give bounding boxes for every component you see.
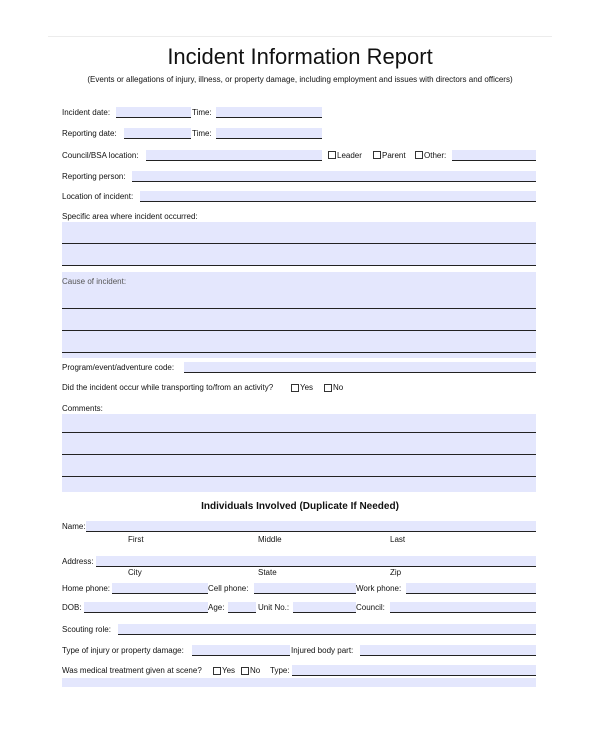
other-field[interactable] [452, 150, 536, 161]
location-of-incident-label: Location of incident: [62, 192, 134, 201]
transporting-yes-label: Yes [300, 383, 314, 392]
zip-sublabel: Zip [390, 568, 402, 577]
other-checkbox[interactable] [415, 151, 423, 159]
dob-label: DOB: [62, 603, 82, 612]
council-field[interactable] [390, 602, 536, 613]
council-location-field[interactable] [146, 150, 322, 161]
work-phone-field[interactable] [406, 583, 536, 594]
incident-date-label: Incident date: [62, 108, 111, 117]
home-phone-field[interactable] [112, 583, 208, 594]
unit-no-field[interactable] [293, 602, 356, 613]
last-sublabel: Last [390, 535, 406, 544]
reporting-time-field[interactable] [216, 128, 322, 139]
reporting-date-label: Reporting date: [62, 129, 117, 138]
leader-checkbox[interactable] [328, 151, 336, 159]
reporting-time-label: Time: [192, 129, 212, 138]
name-field[interactable] [86, 521, 536, 532]
home-phone-label: Home phone: [62, 584, 111, 593]
leader-label: Leader [337, 151, 362, 160]
parent-label: Parent [382, 151, 406, 160]
comments-label: Comments: [62, 404, 103, 413]
reporting-person-label: Reporting person: [62, 172, 126, 181]
transporting-no-label: No [333, 383, 344, 392]
other-label: Other: [424, 151, 447, 160]
comments-line-2 [62, 454, 536, 455]
specific-area-line-1 [62, 243, 536, 244]
first-sublabel: First [128, 535, 144, 544]
comments-line-3 [62, 476, 536, 477]
council-location-label: Council/BSA location: [62, 151, 139, 160]
state-sublabel: State [258, 568, 277, 577]
specific-area-line-2 [62, 265, 536, 266]
medical-type-label: Type: [270, 666, 290, 675]
scouting-role-label: Scouting role: [62, 625, 111, 634]
transporting-yes-checkbox[interactable] [291, 384, 299, 392]
transporting-no-checkbox[interactable] [324, 384, 332, 392]
type-injury-label: Type of injury or property damage: [62, 646, 184, 655]
cell-phone-label: Cell phone: [208, 584, 249, 593]
city-sublabel: City [128, 568, 142, 577]
age-label: Age: [208, 603, 225, 612]
individuals-heading: Individuals Involved (Duplicate If Needed) [201, 501, 399, 512]
name-label: Name: [62, 522, 86, 531]
program-code-label: Program/event/adventure code: [62, 363, 175, 372]
top-divider [48, 36, 552, 37]
specific-area-box[interactable] [62, 222, 536, 266]
council-label: Council: [356, 603, 385, 612]
cell-phone-field[interactable] [254, 583, 356, 594]
medical-no-label: No [250, 666, 261, 675]
dob-field[interactable] [84, 602, 208, 613]
unit-no-label: Unit No.: [258, 603, 290, 612]
scouting-role-field[interactable] [118, 624, 536, 635]
address-label: Address: [62, 557, 94, 566]
age-field[interactable] [228, 602, 256, 613]
medical-extra-box[interactable] [62, 678, 536, 687]
location-of-incident-field[interactable] [140, 191, 536, 202]
incident-time-label: Time: [192, 108, 212, 117]
cause-box[interactable] [62, 272, 536, 358]
type-injury-field[interactable] [192, 645, 290, 656]
specific-area-label: Specific area where incident occurred: [62, 212, 198, 221]
medical-type-field[interactable] [292, 665, 536, 676]
injured-body-part-field[interactable] [360, 645, 536, 656]
program-code-field[interactable] [184, 362, 536, 373]
medical-no-checkbox[interactable] [241, 667, 249, 675]
injured-body-part-label: Injured body part: [291, 646, 354, 655]
cause-line-3 [62, 352, 536, 353]
cause-line-2 [62, 330, 536, 331]
reporting-person-field[interactable] [132, 171, 536, 182]
address-field[interactable] [96, 556, 536, 567]
work-phone-label: Work phone: [356, 584, 402, 593]
incident-time-field[interactable] [216, 107, 322, 118]
medical-yes-label: Yes [222, 666, 236, 675]
parent-checkbox[interactable] [373, 151, 381, 159]
medical-question: Was medical treatment given at scene? [62, 666, 202, 675]
page-subtitle: (Events or allegations of injury, illness, or property damage, including employment and issues with directors and officers) [87, 75, 513, 84]
reporting-date-field[interactable] [124, 128, 191, 139]
cause-line-1 [62, 308, 536, 309]
medical-yes-checkbox[interactable] [213, 667, 221, 675]
incident-date-field[interactable] [116, 107, 191, 118]
middle-sublabel: Middle [258, 535, 282, 544]
comments-line-1 [62, 432, 536, 433]
page-title: Incident Information Report [167, 44, 433, 69]
cause-label: Cause of incident: [62, 277, 127, 286]
comments-box[interactable] [62, 414, 536, 492]
transporting-question: Did the incident occur while transporting to/from an activity? [62, 383, 274, 392]
